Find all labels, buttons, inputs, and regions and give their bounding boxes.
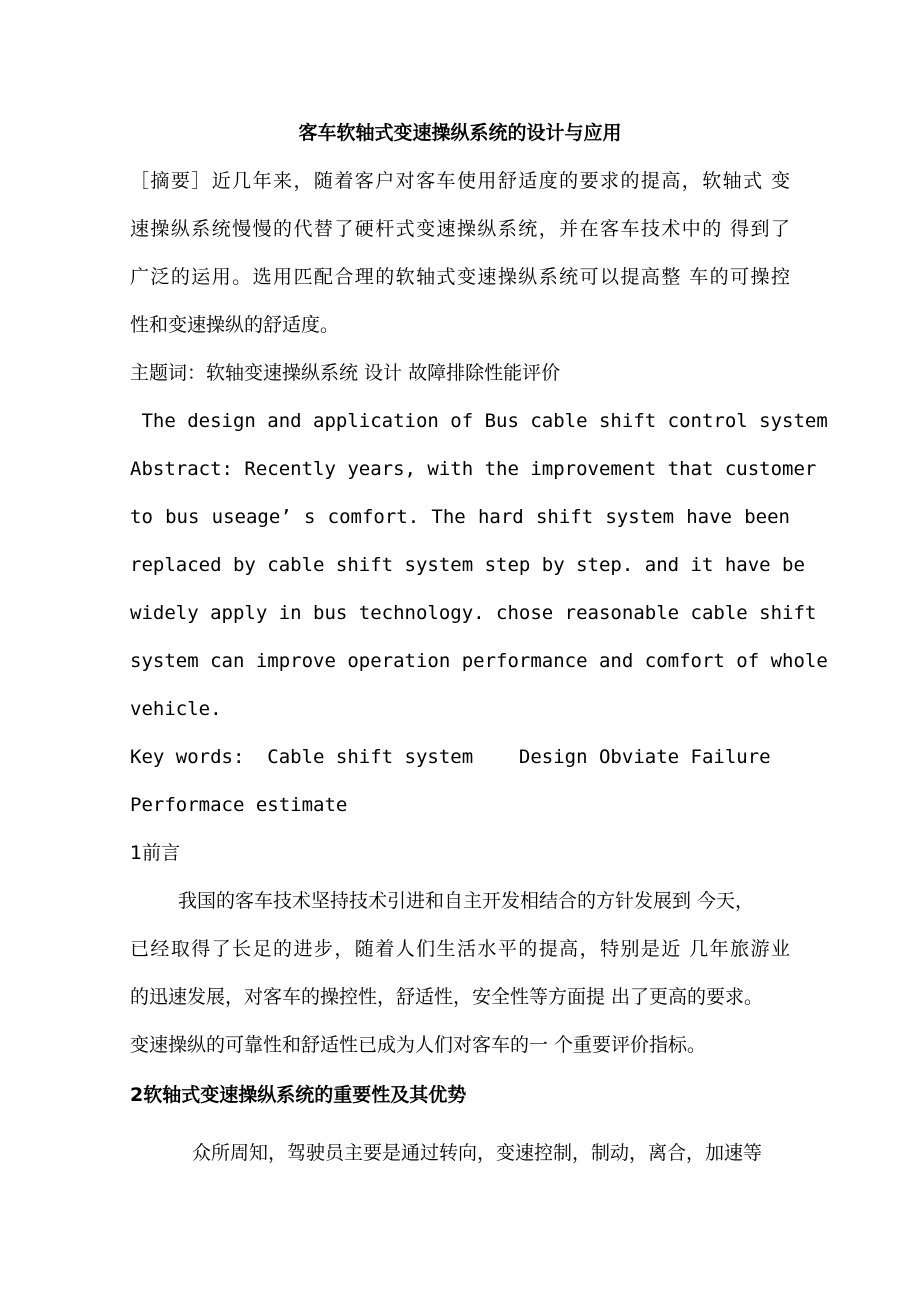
section-2-line-1: 众所周知，驾驶员主要是通过转向，变速控制，制动，离合，加速等 <box>192 1142 763 1164</box>
abstract-en-line-2: to bus useage’ s comfort. The hard shift system have been <box>130 506 790 528</box>
abstract-en-line-1: Abstract: Recently years, with the improvement that customer <box>130 458 817 480</box>
document-title: 客车软轴式变速操纵系统的设计与应用 <box>298 122 622 144</box>
section-1-heading: 1前言 <box>130 842 181 864</box>
section-1-line-3: 的迅速发展，对客车的操控性，舒适性，安全性等方面提 出了更高的要求。 <box>130 986 764 1008</box>
section-1-line-2: 已经取得了长足的进步，随着人们生活水平的提高，特别是近 几年旅游业 <box>130 938 790 960</box>
keywords-en-line-2: Performace estimate <box>130 794 348 816</box>
abstract-zh-line-2: 速操纵系统慢慢的代替了硬杆式变速操纵系统，并在客车技术中的 得到了 <box>130 218 790 240</box>
abstract-en-line-5: system can improve operation performance and comfort of whole <box>130 650 828 672</box>
keywords-zh: 主题词：软轴变速操纵系统 设计 故障排除性能评价 <box>130 362 561 384</box>
abstract-en-line-6: vehicle. <box>130 698 222 720</box>
keywords-en-line-1: Key words: Cable shift system Design Obviate Failure <box>130 746 771 768</box>
abstract-zh-line-4: 性和变速操纵的舒适度。 <box>130 314 340 336</box>
abstract-en-line-3: replaced by cable shift system step by step. and it have be <box>130 554 805 576</box>
section-2-heading: 2软轴式变速操纵系统的重要性及其优势 <box>130 1084 467 1106</box>
abstract-zh-line-1: ［摘要］近几年来，随着客户对客车使用舒适度的要求的提高，软轴式 变 <box>130 170 790 192</box>
title-en: The design and application of Bus cable shift control system <box>130 410 828 432</box>
section-1-line-4: 变速操纵的可靠性和舒适性已成为人们对客车的一 个重要评价指标。 <box>130 1034 707 1056</box>
abstract-zh-line-3: 广泛的运用。选用匹配合理的软轴式变速操纵系统可以提高整 车的可操控 <box>130 266 790 288</box>
abstract-en-line-4: widely apply in bus technology. chose reasonable cable shift <box>130 602 817 624</box>
section-1-line-1: 我国的客车技术坚持技术引进和自主开发相结合的方针发展到 今天， <box>178 890 755 912</box>
